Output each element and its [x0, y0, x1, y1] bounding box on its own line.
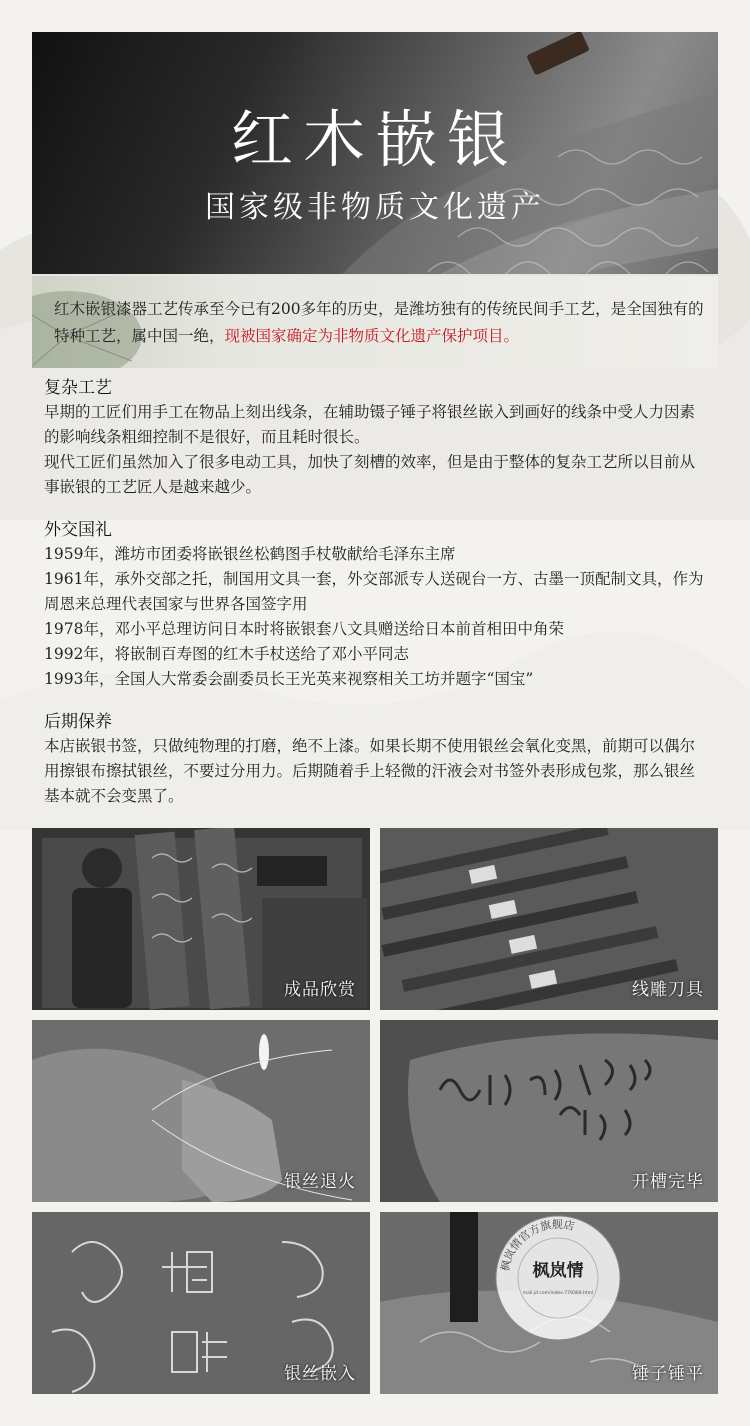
seal-ring-text: 枫岚情官方旗舰店: [498, 1217, 576, 1273]
photo-caption: 开槽完毕: [632, 1172, 704, 1192]
photo-carving-tools: [380, 828, 718, 1010]
history-item: 1959年，潍坊市团委将嵌银丝松鹤图手杖敬献给毛泽东主席: [44, 545, 456, 563]
section-heading: 复杂工艺: [44, 378, 112, 398]
section-maintenance: [44, 710, 709, 809]
photo-caption: 线雕刀具: [632, 980, 704, 1000]
section-heading: 后期保养: [44, 712, 112, 732]
section-craft: [44, 376, 709, 500]
intro-banner: [32, 276, 718, 368]
section-paragraph: 现代工匠们虽然加入了很多电动工具，加快了刻槽的效率，但是由于整体的复杂工艺所以目前从事嵌银的工艺匠人是越来越少。: [44, 453, 696, 496]
history-item: 1961年，承外交部之托，制国用文具一套，外交部派专人送砚台一方、古墨一顶配制文具，作为周恩来总理代表国家与世界各国签字用: [44, 570, 704, 613]
photo-caption: 银丝嵌入: [284, 1364, 356, 1384]
photo-groove-done: [380, 1020, 718, 1202]
history-item: 1992年，将嵌制百寿图的红木手杖送给了邓小平同志: [44, 645, 409, 663]
photo-finished-products: [32, 828, 370, 1010]
intro-text-highlight: 现被国家确定为非物质文化遗产保护项目。: [224, 327, 520, 345]
hero-subtitle: 国家级非物质文化遗产: [205, 190, 545, 225]
seal-url: mall.jd.com/index-779369.html: [522, 1291, 594, 1296]
photo-caption: 锤子锤平: [632, 1364, 704, 1384]
photo-silver-inlay: [32, 1212, 370, 1394]
intro-text-plain: 红木嵌银漆器工艺传承至今已有200多年的历史，是潍坊独有的传统民间手工艺，是全国独有的特种工艺，属中国一绝，: [54, 300, 704, 345]
seal-brand: 枫岚情: [532, 1261, 584, 1281]
section-heading: 外交国礼: [44, 520, 112, 540]
history-item: 1978年，邓小平总理访问日本时将嵌银套八文具赠送给日本前首相田中角荣: [44, 620, 564, 638]
photo-caption: 银丝退火: [284, 1172, 356, 1192]
hero-title: 红木嵌银: [230, 103, 519, 176]
section-diplomatic-gifts: [44, 518, 709, 692]
history-item: 1993年，全国人大常委会副委员长王光英来视察相关工坊并题字“国宝”: [44, 670, 534, 688]
hero-banner: [32, 32, 718, 274]
photo-silver-annealing: [32, 1020, 370, 1202]
section-paragraph: 本店嵌银书签，只做纯物理的打磨，绝不上漆。如果长期不使用银丝会氧化变黑，前期可以偶尔用擦银布擦拭银丝，不要过分用力。后期随着手上轻微的汗液会对书签外表形成包浆，那么银丝基本就不会变黑了。: [44, 737, 696, 805]
photo-caption: 成品欣赏: [284, 980, 356, 1000]
brand-seal-watermark: [494, 1214, 622, 1342]
section-paragraph: 早期的工匠们用手工在物品上刻出线条，在辅助镊子锤子将银丝嵌入到画好的线条中受人力因素的影响线条粗细控制不是很好，而且耗时很长。: [44, 403, 696, 446]
intro-text: [54, 296, 714, 350]
